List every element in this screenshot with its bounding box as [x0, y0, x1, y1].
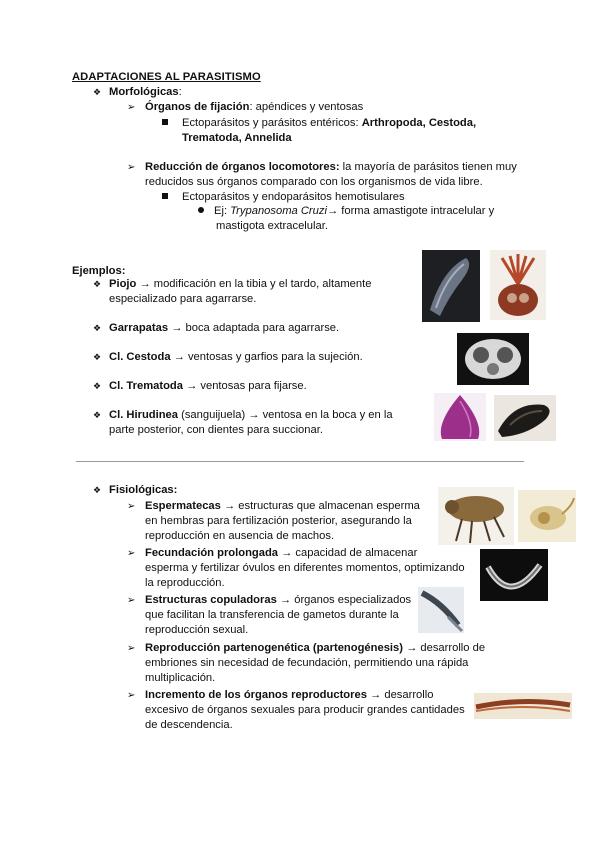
item-text: → desarrollo de [402, 642, 486, 654]
item-text-line3: reproducción en ausencia de machos. [145, 530, 335, 542]
flea-image [438, 487, 514, 545]
ejemplo-item [91, 408, 393, 423]
item-locomotores [127, 160, 517, 175]
item-text: → capacidad de almacenar [278, 547, 418, 559]
item-bold: Órganos de fijación [145, 101, 250, 113]
example-trypanosoma [198, 204, 494, 219]
page-title: ADAPTACIONES AL PARASITISMO [72, 71, 261, 83]
dot-bullet-icon [198, 207, 204, 213]
arrow-bullet-icon: ➢ [127, 162, 136, 173]
sub-item-fijacion [162, 116, 482, 131]
diamond-bullet-icon: ❖ [92, 87, 102, 97]
square-bullet-icon [162, 119, 168, 125]
item-bold: Reproducción partenogenética (partenogénesis) [145, 642, 403, 654]
item-bold: Incremento de los órganos reproductores [145, 689, 367, 701]
item-bold: Cl. Trematoda [109, 380, 183, 392]
reproductive-organs-image [474, 693, 572, 719]
leech-image [494, 395, 556, 441]
louse-leg-image [422, 250, 480, 322]
example-prefix: Ej: [214, 205, 231, 217]
section-morfologicas [91, 85, 182, 100]
item-text: la mayoría de parásitos tienen muy [339, 161, 517, 173]
sub-bold-line2: Trematoda, Annelida [182, 132, 292, 144]
diamond-bullet-icon: ❖ [92, 352, 102, 362]
item-bold: Piojo [109, 278, 137, 290]
diamond-bullet-icon: ❖ [92, 323, 102, 333]
diamond-bullet-icon: ❖ [92, 485, 102, 495]
example-species: Trypanosoma Cruzi [230, 205, 327, 217]
diamond-bullet-icon: ❖ [92, 410, 102, 420]
item-text: → ventosas y garfios para la sujeción. [170, 351, 363, 363]
item-text: → desarrollo [366, 689, 434, 701]
ejemplos-heading: Ejemplos: [72, 265, 126, 277]
ejemplo-item [91, 321, 339, 336]
item-text: → modificación en la tibia y el tardo, altamente [136, 278, 372, 290]
item-bold: Estructuras copuladoras [145, 594, 277, 606]
sub-text: Ectoparásitos y parásitos entéricos: [182, 117, 362, 129]
fisio-item [127, 499, 420, 514]
tick-image [490, 250, 546, 320]
item-text-line2: parte posterior, con dientes para succionar. [109, 424, 323, 436]
ejemplo-item [91, 379, 307, 394]
arrow-bullet-icon: ➢ [127, 102, 136, 113]
item-text: (sanguijuela) → ventosa en la boca y en la [178, 409, 393, 421]
item-text-line2: excesivo de órganos sexuales para producir grandes cantidades [145, 704, 465, 716]
ejemplo-item [91, 350, 363, 365]
item-bold: Espermatecas [145, 500, 221, 512]
item-text-line2: en hembras para fertilización posterior, asegurando la [145, 515, 412, 527]
item-text-line3: multiplicación. [145, 672, 216, 684]
item-fijacion [127, 100, 363, 115]
sub-bold: Arthropoda, Cestoda, [361, 117, 477, 129]
arrow-bullet-icon: ➢ [127, 548, 136, 559]
item-text-line2: esperma y fertilizar óvulos en diferentes momentos, optimizando [145, 562, 465, 574]
item-text: → boca adaptada para agarrarse. [168, 322, 340, 334]
item-bold: Cl. Hirudinea [109, 409, 178, 421]
item-text: → ventosas para fijarse. [182, 380, 307, 392]
worm-micrograph-image [480, 549, 548, 601]
ejemplo-item [91, 277, 371, 292]
diamond-bullet-icon: ❖ [92, 381, 102, 391]
item-text-line3: reproducción sexual. [145, 624, 249, 636]
copulatory-structure-image [418, 587, 464, 633]
example-text-line2: mastigota extracelular. [216, 220, 328, 232]
item-text-line3: de descendencia. [145, 719, 233, 731]
spermatheca-image [518, 490, 576, 542]
diamond-bullet-icon: ❖ [92, 279, 102, 289]
heading-colon: : [178, 86, 182, 98]
item-bold: Cl. Cestoda [109, 351, 171, 363]
section-heading: Fisiológicas: [109, 484, 178, 496]
section-divider [76, 461, 524, 462]
item-text-line2: que facilitan la transferencia de gametos durante la [145, 609, 399, 621]
fisio-item [127, 546, 417, 561]
fisio-item [127, 688, 433, 703]
item-bold: Reducción de órganos locomotores: [145, 161, 340, 173]
fisio-item [127, 641, 485, 656]
item-text-line3: la reproducción. [145, 577, 225, 589]
arrow-bullet-icon: ➢ [127, 643, 136, 654]
arrow-bullet-icon: ➢ [127, 690, 136, 701]
sub-item-locomotores [162, 190, 405, 205]
trematode-image [434, 393, 486, 441]
arrow-bullet-icon: ➢ [127, 501, 136, 512]
section-heading: Morfológicas [109, 86, 179, 98]
fisio-item [127, 593, 411, 608]
item-text-line2: embriones sin necesidad de fecundación, permitiendo una rápida [145, 657, 469, 669]
item-text-line2: especializado para agarrarse. [109, 293, 257, 305]
section-fisiologicas [91, 483, 177, 498]
square-bullet-icon [162, 193, 168, 199]
example-text: → forma amastigote intracelular y [326, 205, 495, 217]
item-text: → estructuras que almacenan esperma [220, 500, 420, 512]
item-text: → órganos especializados [276, 594, 412, 606]
arrow-bullet-icon: ➢ [127, 595, 136, 606]
item-bold: Garrapatas [109, 322, 169, 334]
item-bold: Fecundación prolongada [145, 547, 279, 559]
item-text-line2: reducidos sus órganos comparado con los organismos de vida libre. [145, 176, 483, 188]
cestode-scolex-image [457, 333, 529, 385]
sub-text: Ectoparásitos y endoparásitos hemotisulares [182, 191, 405, 203]
item-text: : apéndices y ventosas [249, 101, 364, 113]
